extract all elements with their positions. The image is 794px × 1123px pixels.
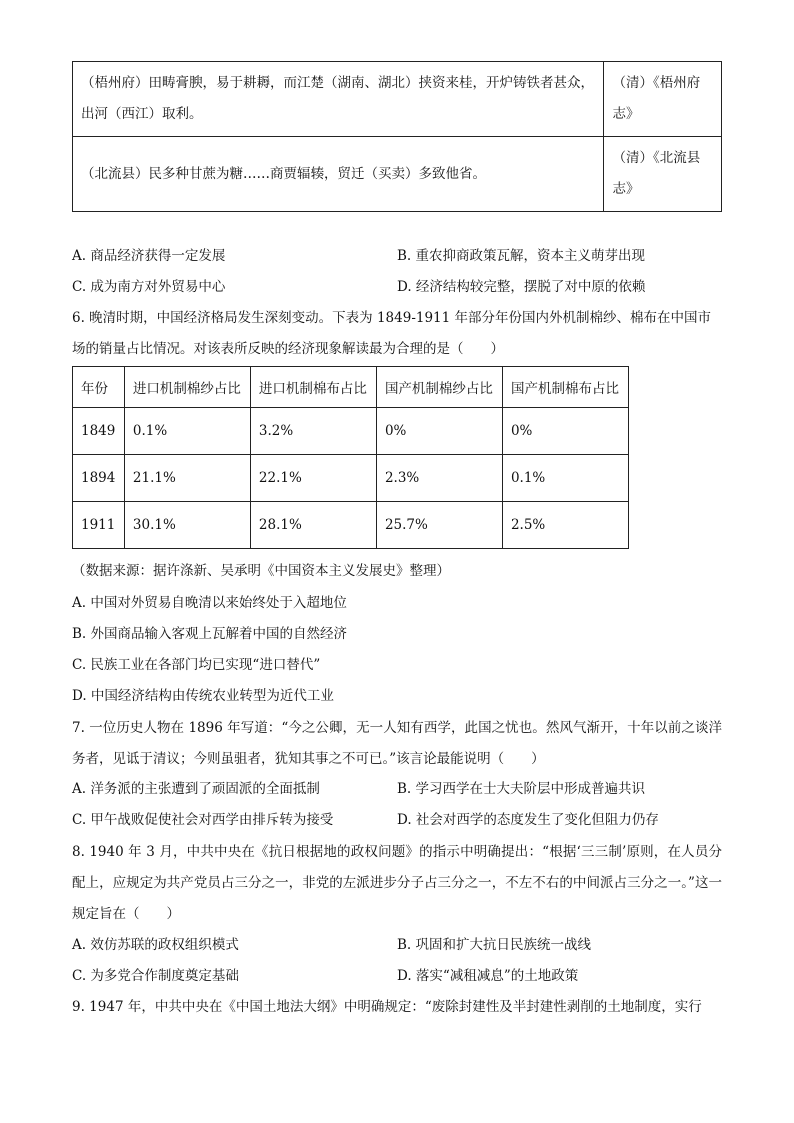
q7-option-b: B. 学习西学在士大夫阶层中形成普遍共识: [397, 781, 646, 797]
source-citation: （清）《北流县志》: [604, 137, 722, 212]
table-cell: 1849: [73, 408, 125, 455]
table-cell: 1911: [73, 502, 125, 549]
source-citation: （清）《梧州府志》: [604, 62, 722, 137]
data-source-note: （数据来源：据许涤新、吴承明《中国资本主义发展史》整理）: [72, 563, 450, 579]
q7-option-c: C. 甲午战败促使社会对西学由排斥转为接受: [72, 812, 334, 828]
q5-option-a: A. 商品经济获得一定发展: [72, 248, 226, 264]
source-table: [72, 61, 722, 212]
q5-option-d: D. 经济结构较完整，摆脱了对中原的依赖: [397, 279, 646, 295]
q7-stem: 7. 一位历史人物在 1896 年写道：“今之公卿，无一人知有西学，此国之忧也。然风气渐开，十年以前之谈洋务者，见诋于清议；今则虽驵者，犹知其事之不可已。”该言论最能说明（ ）: [72, 720, 722, 767]
sales-share-table: [72, 366, 629, 549]
q6-option-a: A. 中国对外贸易自晚清以来始终处于入超地位: [72, 595, 347, 611]
q8-stem: 8. 1940 年 3 月，中共中央在《抗日根据地的政权问题》的指示中明确提出：“根据‘三三制’原则，在人员分配上，应规定为共产党员占三分之一，非党的左派进步分子占三分之一，不左不右的中间派占三分之一。”这一规定旨在（ ）: [72, 844, 722, 922]
table-row: [73, 137, 722, 212]
table-cell: 0%: [502, 408, 628, 455]
table-cell: 21.1%: [124, 455, 250, 502]
q6-option-b: B. 外国商品输入客观上瓦解着中国的自然经济: [72, 626, 348, 642]
table-cell: 3.2%: [250, 408, 376, 455]
q9-stem: 9. 1947 年，中共中央在《中国土地法大纲》中明确规定：“废除封建性及半封建性剥削的土地制度，实行: [72, 999, 702, 1015]
column-header: 国产机制棉纱占比: [376, 367, 502, 408]
table-header-row: [73, 367, 629, 408]
q6-stem-line1: 6. 晚清时期，中国经济格局发生深刻变动。下表为 1849-1911 年部分年份国内外机制棉纱、棉布在中国市: [72, 310, 712, 326]
column-header: 年份: [73, 367, 125, 408]
source-text: （北流县）民多种甘蔗为糖……商贾辐辏，贸迁（买卖）多致他省。: [73, 137, 604, 212]
table-cell: 2.3%: [376, 455, 502, 502]
q6-option-d: D. 中国经济结构由传统农业转型为近代工业: [72, 688, 334, 704]
table-row: [73, 408, 629, 455]
table-cell: 30.1%: [124, 502, 250, 549]
table-cell: 0%: [376, 408, 502, 455]
q8-option-c: C. 为多党合作制度奠定基础: [72, 968, 239, 984]
q7-option-a: A. 洋务派的主张遭到了顽固派的全面抵制: [72, 781, 320, 797]
q6-option-c: C. 民族工业在各部门均已实现“进口替代”: [72, 657, 321, 673]
q8-option-b: B. 巩固和扩大抗日民族统一战线: [397, 937, 592, 953]
q5-option-c: C. 成为南方对外贸易中心: [72, 279, 226, 295]
table-cell: 0.1%: [502, 455, 628, 502]
table-cell: 0.1%: [124, 408, 250, 455]
q5-option-b: B. 重农抑商政策瓦解，资本主义萌芽出现: [397, 248, 646, 264]
source-text: （梧州府）田畴膏腴，易于耕耨，而江楚（湖南、湖北）挟资来桂，开炉铸铁者甚众，出河（西江）取利。: [73, 62, 604, 137]
table-cell: 25.7%: [376, 502, 502, 549]
table-cell: 1894: [73, 455, 125, 502]
table-cell: 2.5%: [502, 502, 628, 549]
table-cell: 22.1%: [250, 455, 376, 502]
q6-stem-line2: 场的销量占比情况。对该表所反映的经济现象解读最为合理的是（ ）: [72, 341, 504, 357]
table-cell: 28.1%: [250, 502, 376, 549]
table-row: [73, 62, 722, 137]
table-row: [73, 502, 629, 549]
q7-option-d: D. 社会对西学的态度发生了变化但阻力仍存: [397, 812, 659, 828]
q8-option-d: D. 落实“减租减息”的土地政策: [397, 968, 579, 984]
column-header: 进口机制棉布占比: [250, 367, 376, 408]
table-row: [73, 455, 629, 502]
column-header: 进口机制棉纱占比: [124, 367, 250, 408]
column-header: 国产机制棉布占比: [502, 367, 628, 408]
q8-option-a: A. 效仿苏联的政权组织模式: [72, 937, 239, 953]
